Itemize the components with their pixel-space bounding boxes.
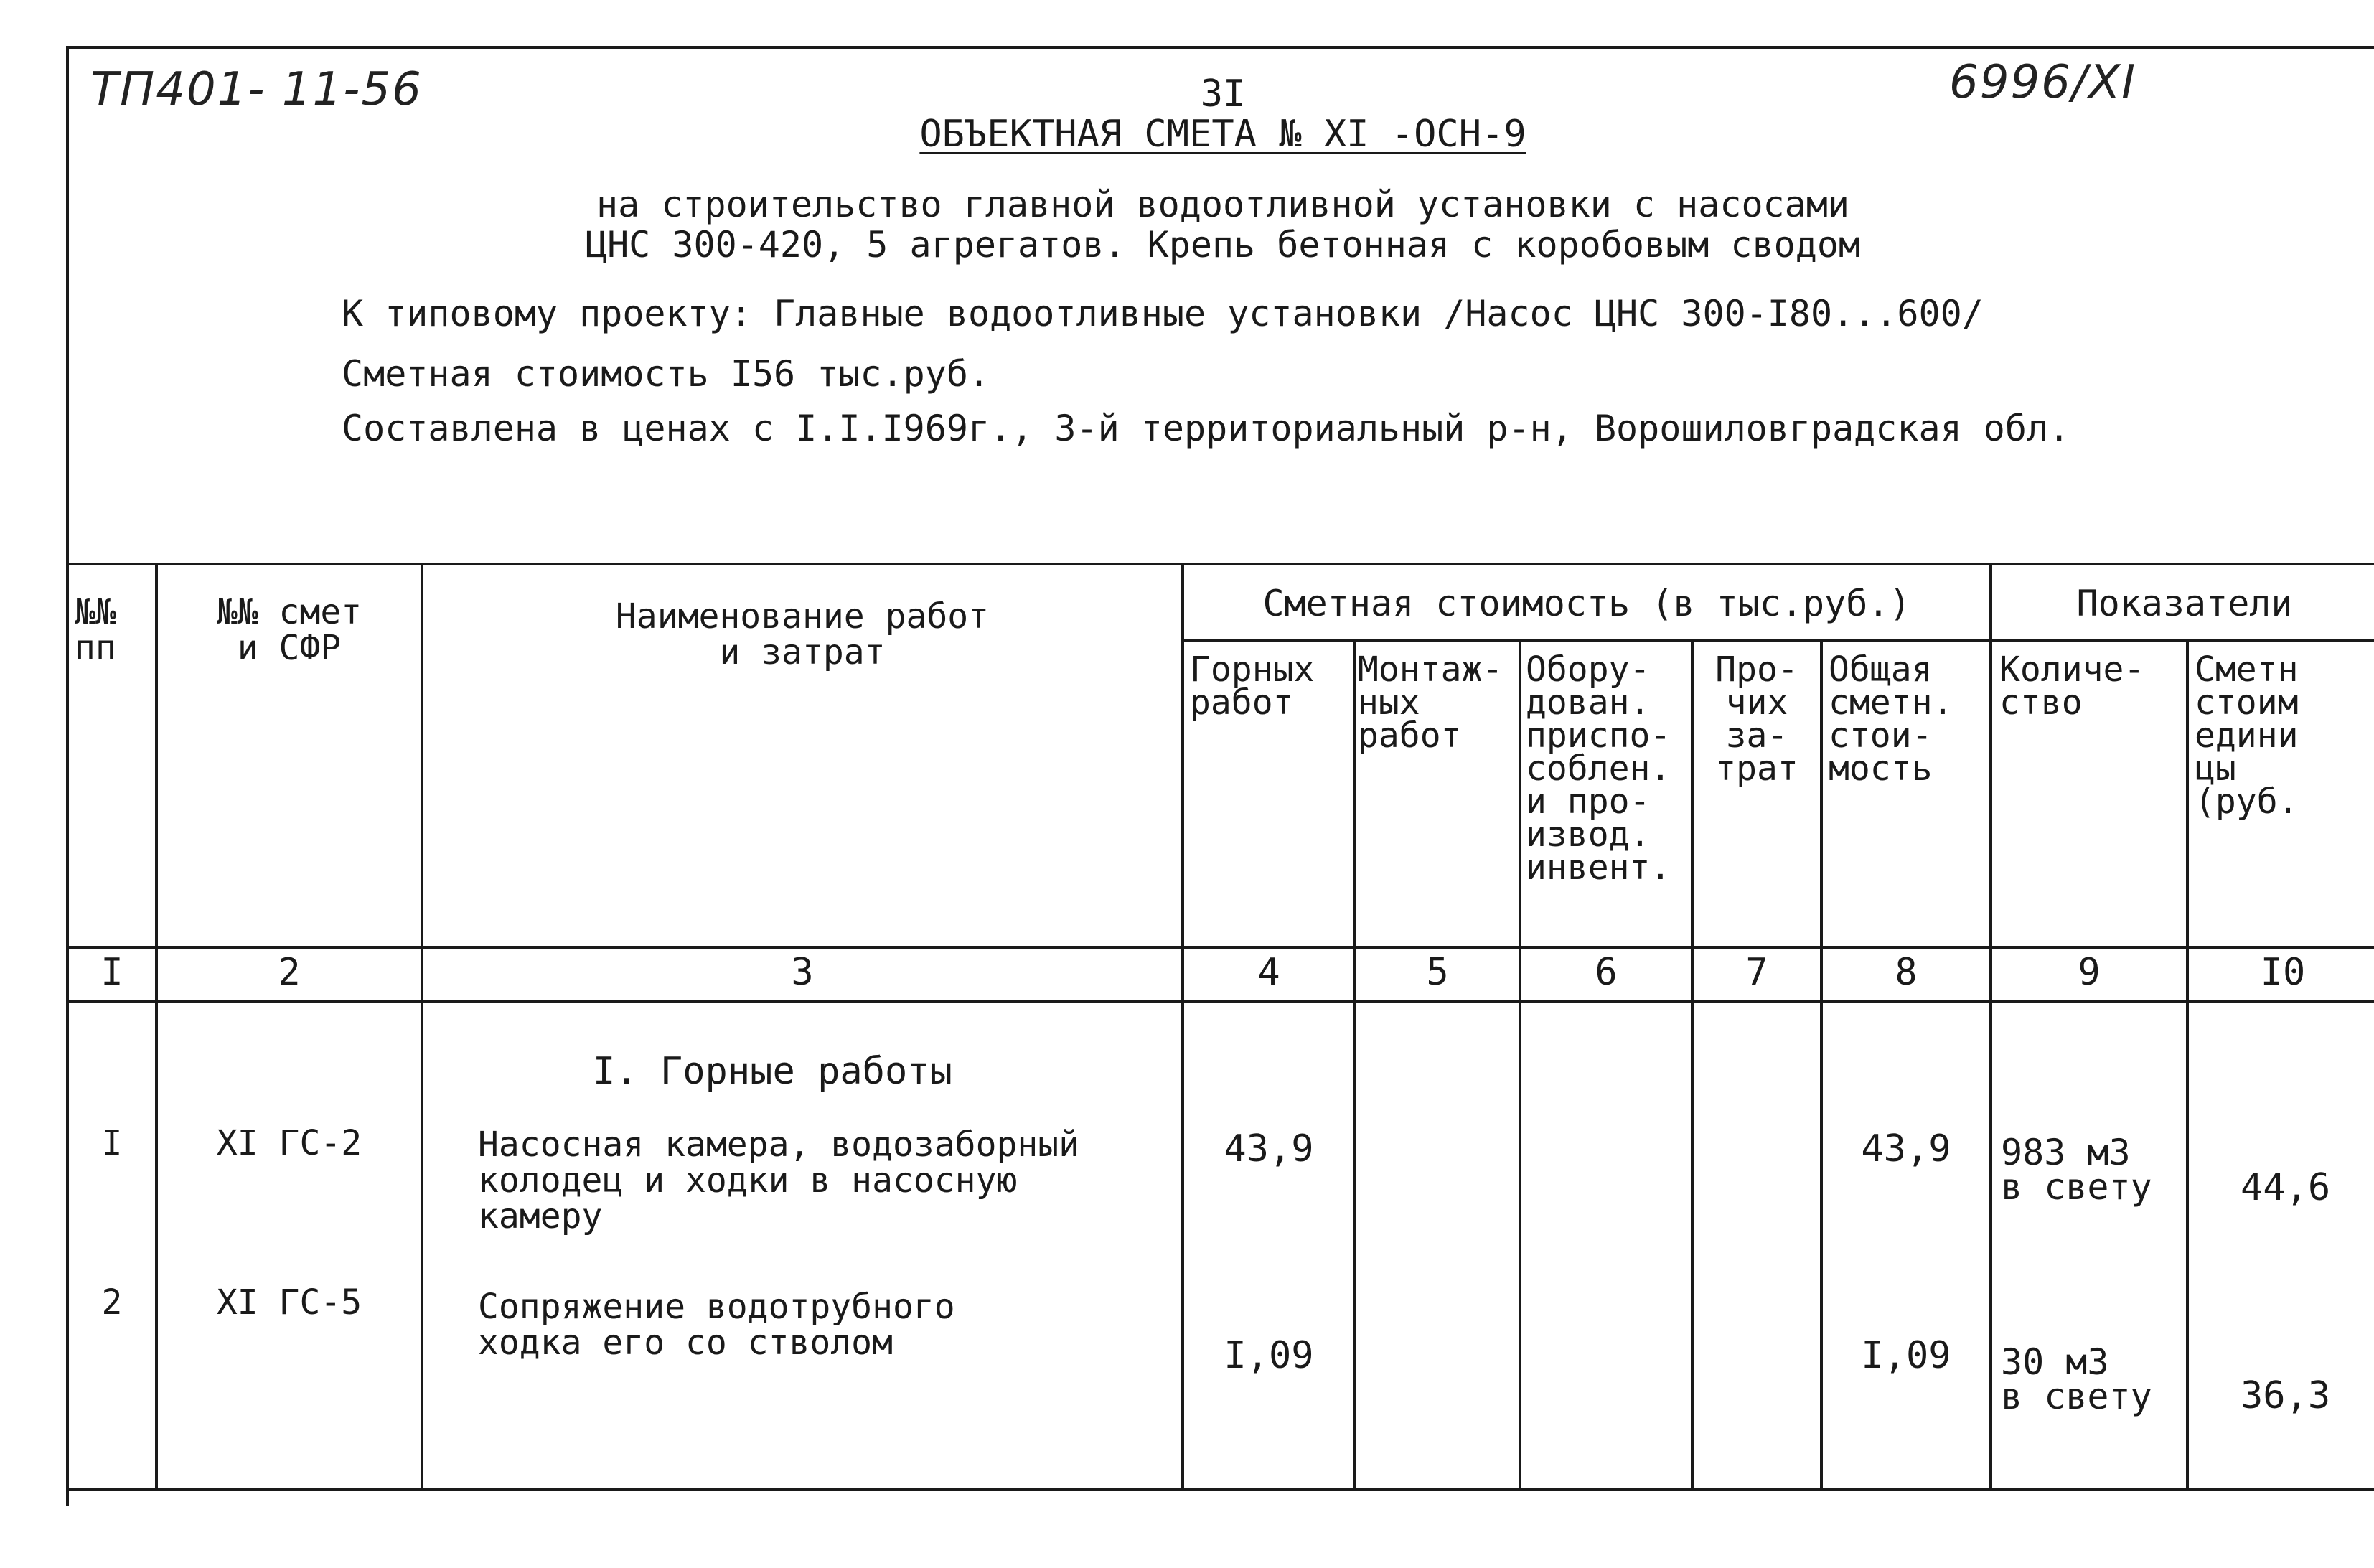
prices-line: Составлена в ценах с I.I.I969г., 3-й территориальный р-н, Ворошиловградская обл. — [342, 408, 2070, 449]
header-row-number: №№ пп — [75, 592, 116, 668]
document-number-handwritten: 6996/XI — [1949, 56, 2137, 109]
row-name: Сопряжение водотрубного ходка его со стволом — [478, 1287, 955, 1363]
header-mining-works: Горных работ — [1190, 649, 1315, 723]
column-number: 9 — [2078, 951, 2101, 994]
header-work-name: Наименование работ и затрат — [615, 596, 990, 672]
row-number: 2 — [101, 1282, 123, 1323]
row-total-cost: I,09 — [1861, 1334, 1951, 1377]
column-number: 3 — [791, 951, 814, 994]
header-total-cost: Общая сметн. стои- мость — [1829, 649, 1953, 789]
document-title: ОБЪЕКТНАЯ СМЕТА № XI -ОСН-9 — [919, 113, 1526, 156]
header-unit-cost: Сметн стоим едини цы (руб. — [2195, 649, 2299, 822]
row-unit-cost: 44,6 — [2241, 1166, 2331, 1209]
row-estimate: XI ГС-2 — [216, 1123, 362, 1163]
header-estimate-number: №№ смет и СФР — [216, 592, 362, 668]
document-code-handwritten: ТП401- 11-56 — [90, 63, 423, 116]
row-mining-cost: I,09 — [1224, 1334, 1314, 1377]
column-number: I0 — [2260, 951, 2306, 994]
row-total-cost: 43,9 — [1861, 1127, 1951, 1170]
header-installation-works: Монтаж- ных работ — [1358, 649, 1503, 756]
subtitle-line-2: ЦНС 300-420, 5 агрегатов. Крепь бетонная с коробовым сводом — [585, 224, 1861, 266]
row-number: I — [101, 1123, 123, 1163]
header-group-indicators: Показатели — [2076, 583, 2293, 624]
header-other-costs: Про- чих за- трат — [1715, 649, 1798, 789]
column-number: 2 — [278, 951, 301, 994]
page-number: 3I — [1200, 72, 1246, 116]
column-number: 7 — [1745, 951, 1768, 994]
row-mining-cost: 43,9 — [1224, 1127, 1314, 1170]
row-quantity: 983 м3 в свету — [2001, 1132, 2152, 1208]
column-number: 8 — [1895, 951, 1918, 994]
column-number: 5 — [1426, 951, 1449, 994]
cost-line: Сметная стоимость I56 тыс.руб. — [342, 353, 990, 395]
header-quantity: Количе- ство — [1999, 649, 2145, 723]
header-group-cost: Сметная стоимость (в тыс.руб.) — [1262, 583, 1911, 624]
row-quantity: 30 м3 в свету — [2001, 1341, 2152, 1417]
project-line: К типовому проекту: Главные водоотливные установки /Насос ЦНС 300-I80...600/ — [342, 293, 1984, 334]
row-unit-cost: 36,3 — [2241, 1374, 2331, 1417]
subtitle-line-1: на строительство главной водоотливной установки с насосами — [596, 184, 1849, 225]
header-equipment: Обору- дован. приспо- соблен. и про- извод. инвент. — [1526, 649, 1671, 888]
row-name: Насосная камера, водозаборный колодец и ходки в насосную камеру — [478, 1125, 1080, 1236]
column-number: I — [100, 951, 123, 994]
section-title: I. Горные работы — [593, 1050, 952, 1093]
column-number: 6 — [1595, 951, 1618, 994]
row-estimate: XI ГС-5 — [216, 1282, 362, 1323]
document-sheet — [66, 46, 2374, 1506]
column-number: 4 — [1257, 951, 1280, 994]
